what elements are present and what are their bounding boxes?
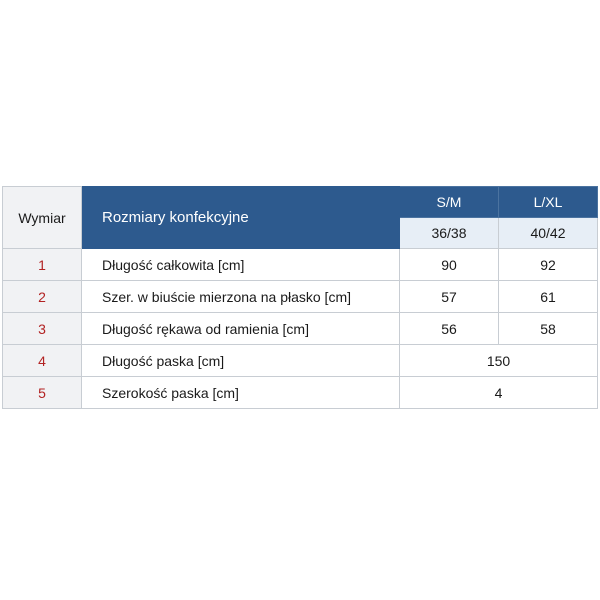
row-number: 5 xyxy=(3,377,82,409)
row-number: 3 xyxy=(3,313,82,345)
row-description: Długość rękawa od ramienia [cm] xyxy=(82,313,400,345)
value-sm: 90 xyxy=(400,249,499,281)
row-description: Długość całkowita [cm] xyxy=(82,249,400,281)
value-sm: 57 xyxy=(400,281,499,313)
row-description: Szerokość paska [cm] xyxy=(82,377,400,409)
size-lxl-header: L/XL xyxy=(499,187,598,218)
value-lxl: 61 xyxy=(499,281,598,313)
size-table xyxy=(2,186,598,409)
header-row-top xyxy=(3,187,598,218)
table-row xyxy=(3,313,598,345)
row-number: 4 xyxy=(3,345,82,377)
table-row xyxy=(3,281,598,313)
table-title: Rozmiary konfekcyjne xyxy=(82,187,400,249)
size-sm-header: S/M xyxy=(400,187,499,218)
row-description: Długość paska [cm] xyxy=(82,345,400,377)
row-number: 1 xyxy=(3,249,82,281)
row-description: Szer. w biuście mierzona na płasko [cm] xyxy=(82,281,400,313)
table-row xyxy=(3,249,598,281)
table-row xyxy=(3,345,598,377)
size-sm-eu: 36/38 xyxy=(400,218,499,249)
value-sm: 56 xyxy=(400,313,499,345)
measure-label: Wymiar xyxy=(3,187,82,249)
value-all-sizes: 150 xyxy=(400,345,598,377)
table-row xyxy=(3,377,598,409)
size-lxl-eu: 40/42 xyxy=(499,218,598,249)
value-all-sizes: 4 xyxy=(400,377,598,409)
row-number: 2 xyxy=(3,281,82,313)
value-lxl: 58 xyxy=(499,313,598,345)
value-lxl: 92 xyxy=(499,249,598,281)
